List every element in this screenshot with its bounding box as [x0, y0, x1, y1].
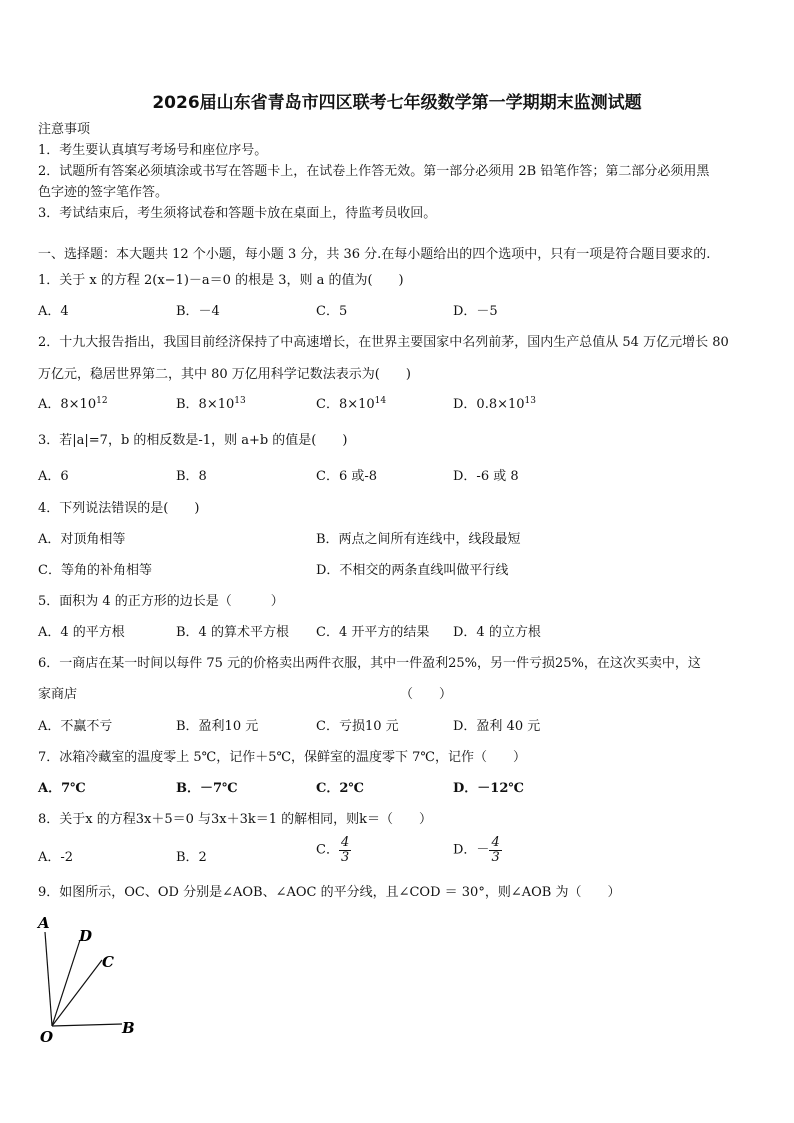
page-title: 2026届山东省青岛市四区联考七年级数学第一学期期末监测试题	[152, 93, 642, 113]
notice-heading: 注意事项	[38, 122, 91, 137]
q3-option-d: D．-6 或 8	[453, 469, 519, 484]
q3-option-a: A．6	[38, 469, 69, 484]
ray-ob	[52, 1024, 122, 1026]
q2-option-a: A．$8\times 10^{12}$	[38, 396, 108, 412]
notice-item-2: 2．试题所有答案必须填涂或书写在答题卡上，在试卷上作答无效。第一部分必须用 2B 铅笔作答；第二部分必须用黑	[38, 164, 710, 179]
question-4: 4．下列说法错误的是( )	[38, 501, 200, 516]
question-2-cont: 万亿元，稳居世界第二，其中 80 万亿用科学记数法表示为( )	[38, 367, 411, 382]
question-1: 1．关于 x 的方程 2(x−1)－a＝0 的根是 3，则 a 的值为( )	[38, 273, 404, 288]
label-b: B	[122, 1019, 135, 1037]
q1-option-d: D．－5	[453, 304, 498, 319]
question-7: 7．冰箱冷藏室的温度零上 5℃，记作＋5℃，保鲜室的温度零下 7℃，记作（ ）	[38, 750, 526, 765]
q6-option-a: A．不赢不亏	[38, 719, 113, 734]
q1-option-a: A．4	[38, 304, 69, 319]
notice-item-3: 3．考试结束后，考生须将试卷和答题卡放在桌面上，待监考员收回。	[38, 206, 437, 221]
q5-option-c: C．4 开平方的结果	[316, 625, 430, 640]
label-a: A	[38, 914, 50, 932]
angle-diagram	[30, 910, 150, 1045]
q4-option-c: C．等角的补角相等	[38, 563, 152, 578]
q1-option-b: B．－4	[176, 304, 220, 319]
notice-item-2-cont: 色字迹的签字笔作答。	[38, 185, 169, 200]
question-5: 5．面积为 4 的正方形的边长是（ ）	[38, 594, 284, 609]
question-2: 2．十九大报告指出，我国目前经济保持了中高速增长，在世界主要国家中名列前茅，国内生产总值从 54 万亿元增长 80	[38, 335, 729, 350]
q7-option-a: A．7℃	[38, 781, 86, 796]
question-6-cont: 家商店	[38, 687, 78, 702]
label-o: O	[40, 1028, 54, 1045]
q7-option-b: B．－7℃	[176, 781, 238, 796]
question-6: 6．一商店在某一时间以每件 75 元的价格卖出两件衣服，其中一件盈利25%，另一件亏损25%，在这次买卖中，这	[38, 656, 701, 671]
q4-option-a: A．对顶角相等	[38, 532, 126, 547]
q4-option-b: B．两点之间所有连线中，线段最短	[316, 532, 521, 547]
q7-option-d: D．－12℃	[453, 781, 524, 796]
q3-option-c: C．6 或-8	[316, 469, 378, 484]
q3-option-b: B．8	[176, 469, 207, 484]
q2-option-c: C．$8\times 10^{14}$	[316, 396, 387, 412]
question-3: 3．若|a|=7，b 的相反数是-1，则 a+b 的值是( )	[38, 433, 348, 448]
q1-option-c: C．5	[316, 304, 348, 319]
q2-option-d: D．$0.8\times 10^{13}$	[453, 396, 536, 412]
label-c: C	[102, 953, 114, 971]
question-8: 8．关于x 的方程3x＋5＝0 与3x＋3k＝1 的解相同，则k＝（ ）	[38, 812, 433, 827]
q2-option-b: B．$8\times 10^{13}$	[176, 396, 246, 412]
notice-item-1: 1．考生要认真填写考场号和座位序号。	[38, 143, 268, 158]
q5-option-a: A．4 的平方根	[38, 625, 125, 640]
q7-option-c: C．2℃	[316, 781, 364, 796]
fraction-four-thirds: $\frac{4}{3}$	[340, 835, 350, 865]
q6-option-d: D．盈利 40 元	[453, 719, 541, 734]
section-heading: 一、选择题：本大题共 12 个小题，每小题 3 分，共 36 分.在每小题给出的四个选项中，只有一项是符合题目要求的.	[38, 247, 711, 262]
q6-option-b: B．盈利10 元	[176, 719, 259, 734]
q6-answer-paren: （ ）	[400, 687, 453, 702]
q8-option-b: B．2	[176, 850, 207, 865]
q5-option-d: D．4 的立方根	[453, 625, 541, 640]
q8-option-c: C． $\frac{4}{3}$	[316, 835, 350, 865]
question-9: 9．如图所示，OC、OD 分别是∠AOB、∠AOC 的平分线，且∠COD ＝ 30°，则∠AOB 为（ ）	[38, 885, 621, 900]
q8-option-d: D．－ $\frac{4}{3}$	[453, 835, 500, 865]
q6-option-c: C．亏损10 元	[316, 719, 399, 734]
q5-option-b: B．4 的算术平方根	[176, 625, 289, 640]
q4-option-d: D．不相交的两条直线叫做平行线	[316, 563, 509, 578]
ray-oa	[45, 932, 52, 1026]
q8-option-a: A．-2	[38, 850, 74, 865]
ray-od	[52, 940, 80, 1026]
label-d: D	[79, 927, 93, 945]
fraction-four-thirds-neg: $\frac{4}{3}$	[491, 835, 500, 865]
ray-oc	[52, 960, 102, 1026]
